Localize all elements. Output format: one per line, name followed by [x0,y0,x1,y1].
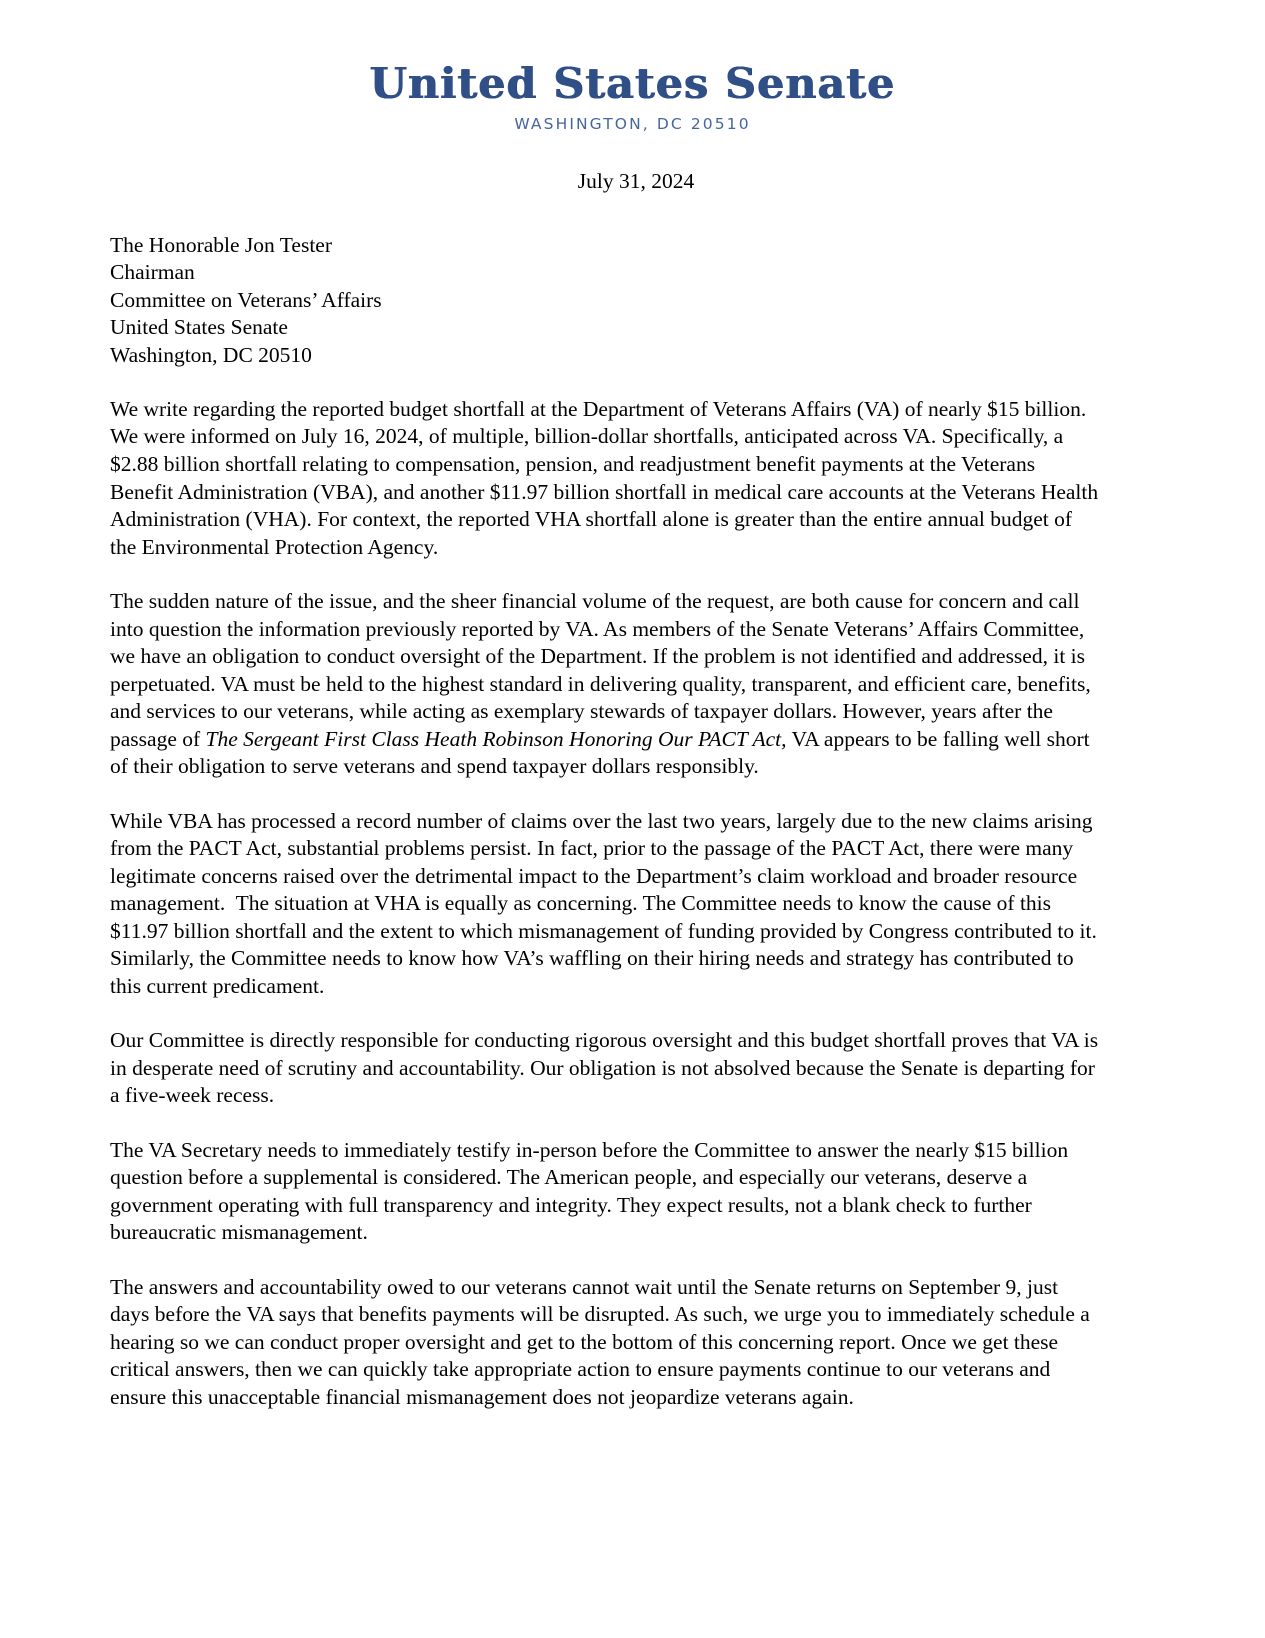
spacer [110,781,1102,808]
spacer [110,561,1102,588]
body-paragraph-6: The answers and accountability owed to our veterans cannot wait until the Senate returns on September 9, just days before the VA says that benefits payments will be disrupted. As such, we urge you to immediately schedule a hearing so we can conduct proper oversight and get to the bottom of this concerning report. Once we get these critical answers, then we can quickly take appropriate action to ensure payments continue to our veterans and ensure this unacceptable financial mismanagement does not jeopardize veterans again. [110,1274,1096,1409]
addressee-line-committee: Committee on Veterans’ Affairs [110,287,382,312]
body-paragraph-1: We write regarding the reported budget shortfall at the Department of Veterans Affairs (VA) of nearly $15 billion. We were informed on July 16, 2024, of multiple, billion-dollar shortfalls, anticipated across VA. Specifically, a $2.88 billion shortfall relating to compensation, pension, and readjustment benefit payments at the Veterans Benefit Administration (VBA), and another $11.97 billion shortfall in medical care accounts at the Veterans Health Administration (VHA). For context, the reported VHA shortfall alone is greater than the entire annual budget of the Environmental Protection Agency. [110,396,1103,559]
body-paragraph-4: Our Committee is directly responsible for conducting rigorous oversight and this budget shortfall proves that VA is in desperate need of scrutiny and accountability. Our obligation is not absolved because the Senate is departing for a five-week recess. [110,1028,1104,1108]
paragraph-2-trail-text: VA appears to be falling well short of their obligation to serve veterans and spend taxpayer dollars responsibly. [110,726,1095,779]
spacer [110,1000,1102,1027]
addressee-line-city: Washington, DC 20510 [110,342,312,367]
paragraph-2-lead-text: The sudden nature of the issue, and the sheer financial volume of the request, are both cause for concern and call into question the information previously reported by VA. As members of the Senate Veterans’ Affairs Committee, we have an obligation to conduct oversight of the Department. If the problem is not identified and addressed, it is perpetuated. VA must be held to the highest standard in delivering quality, transparent, and efficient care, benefits, and services to our veterans, while acting as exemplary stewards of taxpayer dollars. However, years after the passage of [110,589,1097,751]
pact-act-title-italic: The Sergeant First Class Heath Robinson Honoring Our PACT Act, [205,726,787,751]
body-paragraph-5: The VA Secretary needs to immediately testify in-person before the Committee to answer the nearly $15 billion question before a supplemental is considered. The American people, and especially our veterans, deserve a government operating with full transparency and integrity. They expect results, not a blank check to further bureaucratic mismanagement. [110,1137,1074,1245]
senate-letterhead-title: United States Senate [369,59,896,108]
body-paragraph-2 [110,588,1102,781]
spacer [110,369,1102,396]
senate-letterhead-subtitle: WASHINGTON, DC 20510 [514,115,751,134]
addressee-block [110,232,1102,369]
letter-date: July 31, 2024 [577,169,695,193]
body-paragraph-3: While VBA has processed a record number of claims over the last two years, largely due to the new claims arising from the PACT Act, substantial problems persist. In fact, prior to the passage of the PACT Act, there were many legitimate concerns raised over the detrimental impact to the Department’s claim workload and broader resource management. The situation at VHA is equally as concerning. The Committee needs to know the cause of this $11.97 billion shortfall and the extent to which mismanagement of funding provided by Congress contributed to it. Similarly, the Committee needs to know how VA’s waffling on their hiring needs and strategy has contributed to this current predicament. [110,808,1103,998]
spacer [110,1110,1102,1137]
spacer [110,1247,1102,1274]
addressee-line-role: Chairman [110,260,195,285]
letter-body [110,168,1102,1411]
addressee-line-name: The Honorable Jon Tester [110,232,332,257]
letterhead [0,0,1265,133]
addressee-line-body: United States Senate [110,315,288,340]
